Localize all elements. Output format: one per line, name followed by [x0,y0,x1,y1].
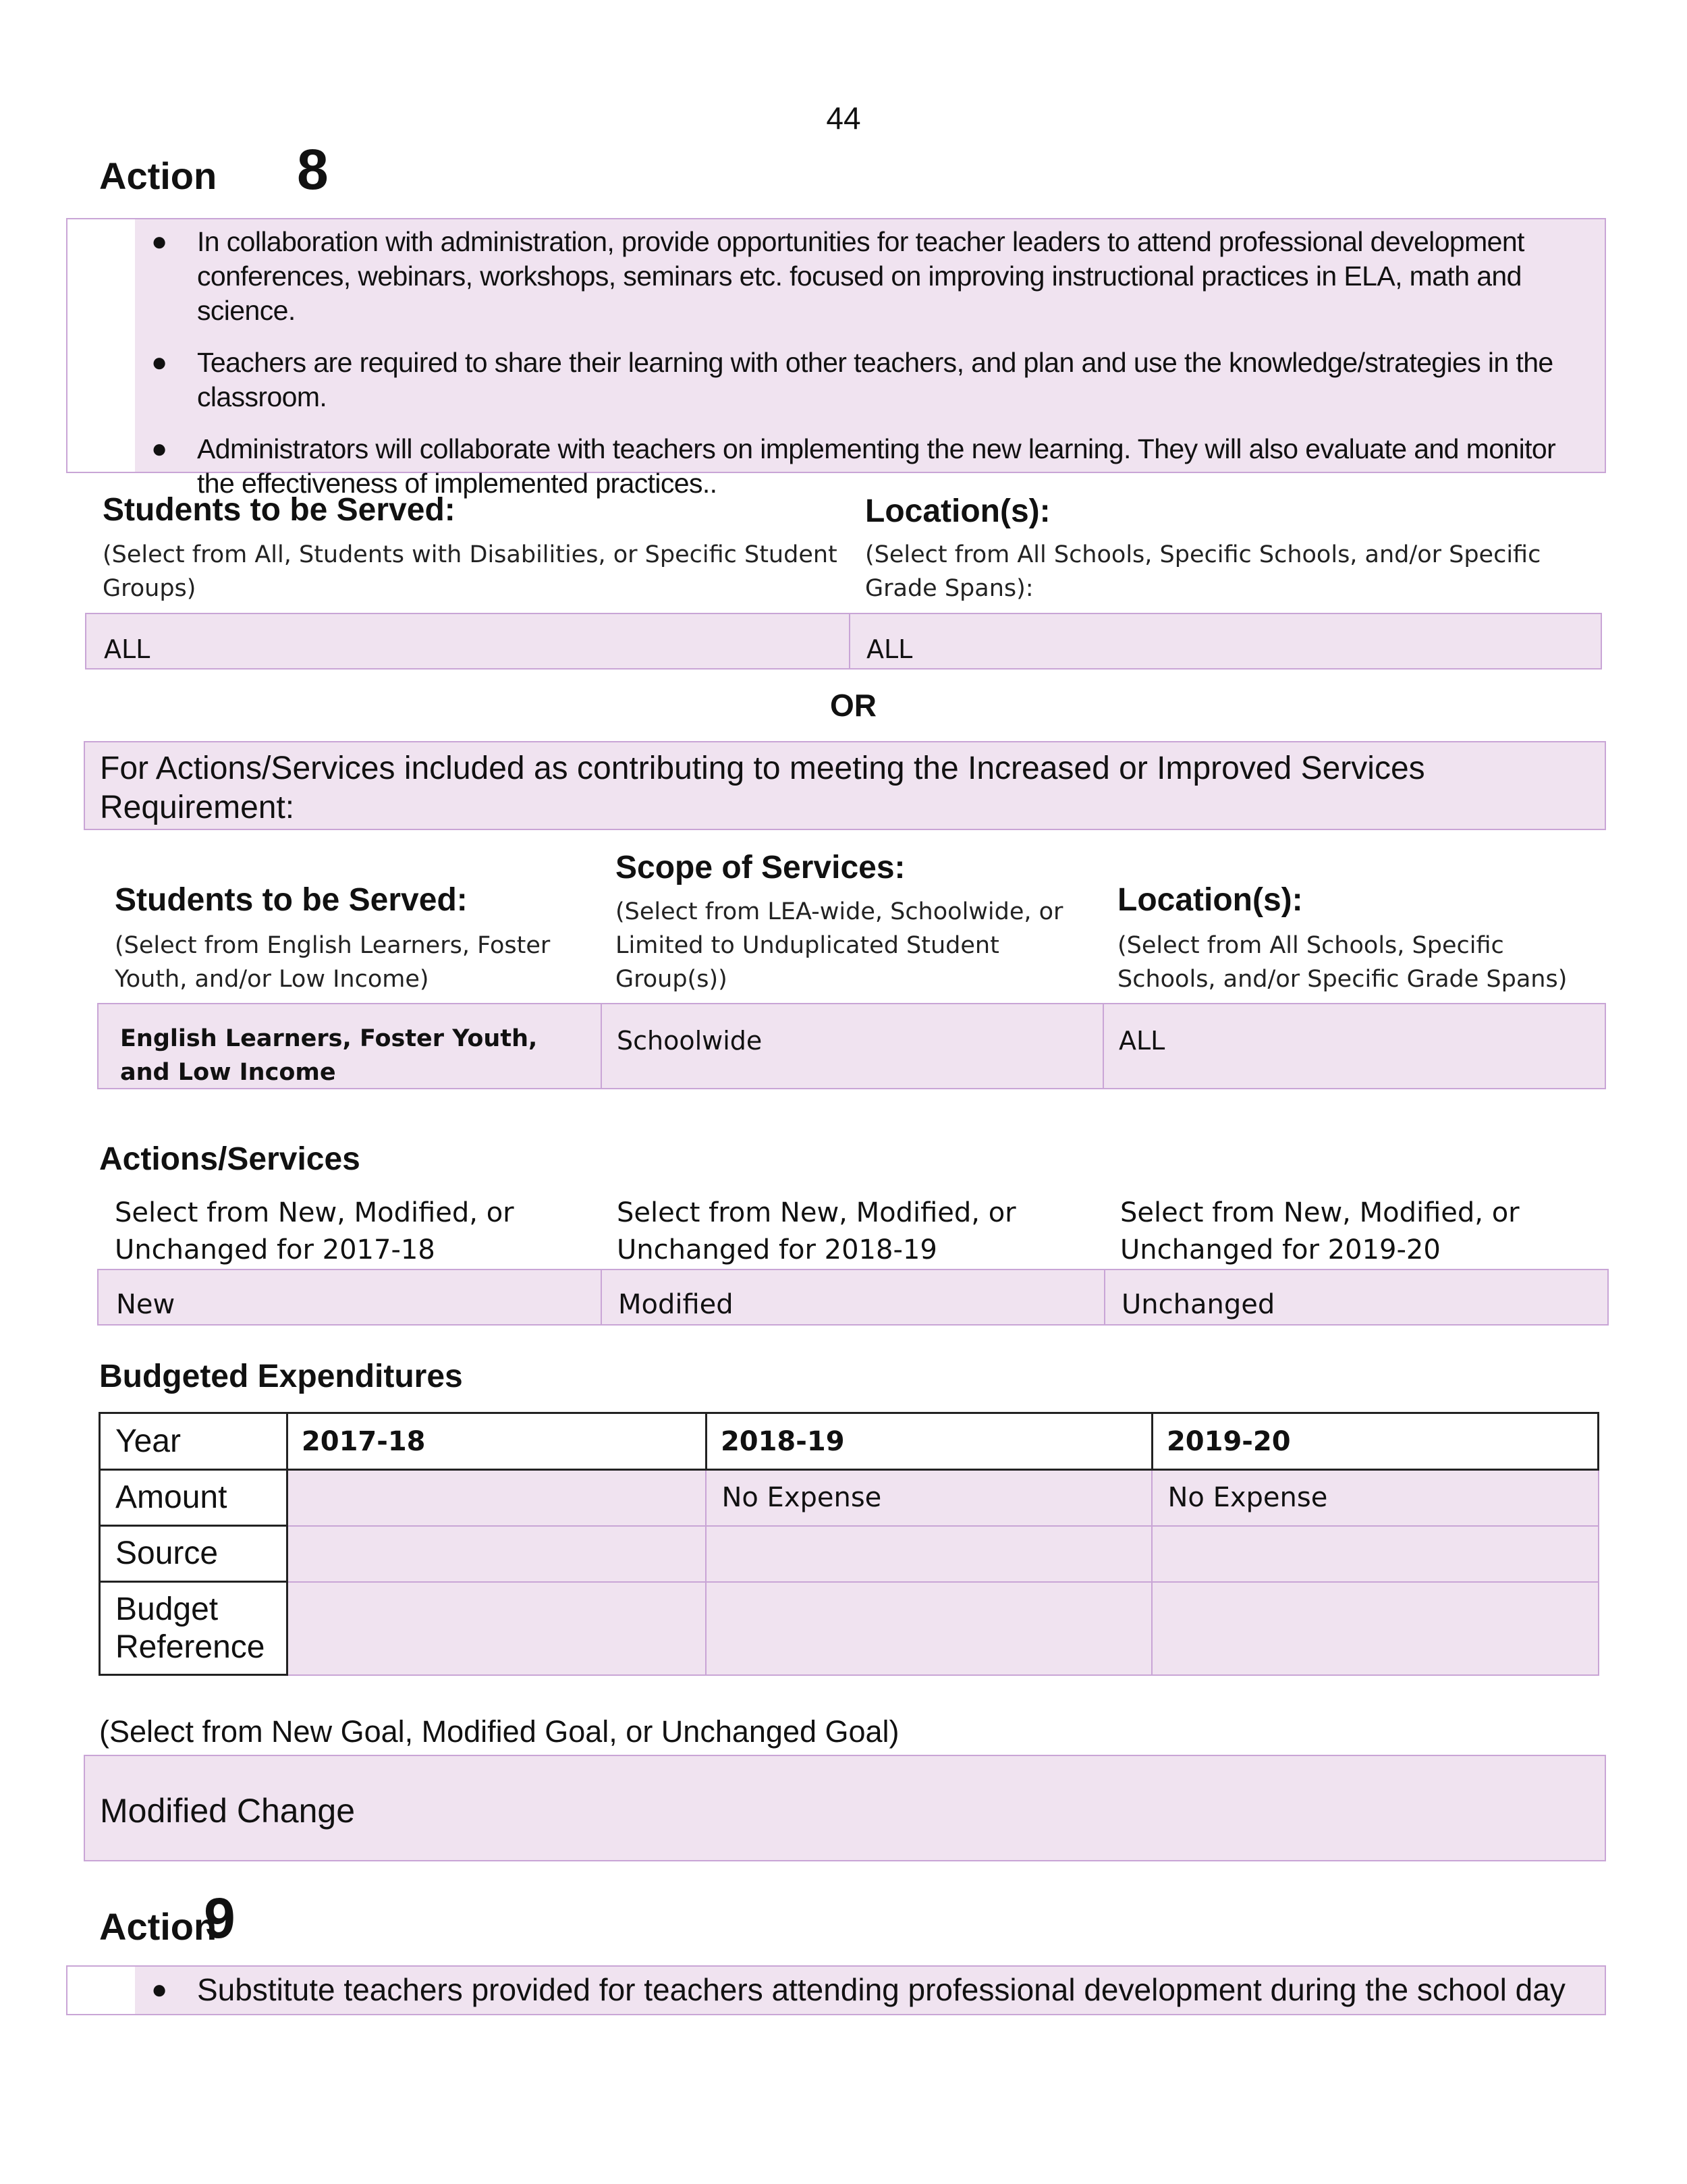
location-hint: (Select from All Schools, Specific Schools, and/or Specific Grade Spans): [865,541,1541,602]
increased-location-value: ALL [1119,1026,1165,1056]
action-8-bullet-list [148,225,1584,518]
budget-reference-row [100,1582,1599,1675]
action-9-number: 9 [204,1886,236,1950]
amount-2018[interactable]: No Expense [706,1470,1152,1526]
actions-2017-value-cell[interactable] [97,1269,602,1326]
or-separator: OR [830,688,877,723]
unduplicated-students-heading: Students to be Served: [115,882,468,918]
actions-2019-value: Unchanged [1122,1289,1275,1320]
action-8-number: 8 [297,138,329,201]
budget-source-row [100,1526,1599,1582]
increased-services-text: For Actions/Services included as contributing to meeting the Increased or Improved Services Requirement: [100,750,1425,825]
bullet-dot-icon: ● [151,227,167,256]
year-label: Year [100,1413,287,1470]
scope-value-cell[interactable] [601,1003,1104,1089]
reference-2017[interactable] [287,1582,706,1675]
scope-hint: (Select from LEA-wide, Schoolwide, or Limited to Unduplicated Student Group(s)) [615,898,1063,993]
bullet-dot-icon: ● [151,348,167,377]
bullet-dot-icon: ● [151,1975,168,2004]
action-9-description-box [66,1965,1606,2015]
increased-services-banner [84,741,1606,830]
action-9-bullet-list [148,1971,1584,2026]
amount-2019[interactable]: No Expense [1152,1470,1598,1526]
location-heading: Location(s): [865,493,1051,529]
amount-label: Amount [100,1470,287,1526]
action-8-bullet-2: ● Teachers are required to share their learning with other teachers, and plan and use the knowledge/strategies in the classroom. [151,347,1553,412]
action-9-bullet-1: ● Substitute teachers provided for teachers attending professional development during the school day [151,1972,1566,2007]
budget-amount-row [100,1470,1599,1526]
action-8-description-box [66,218,1606,499]
goal-value-cell[interactable] [84,1755,1606,1861]
actions-2018-value: Modified [618,1289,734,1320]
goal-hint: (Select from New Goal, Modified Goal, or Unchanged Goal) [99,1714,900,1749]
students-served-value: ALL [104,634,150,664]
actions-2019-value-cell[interactable] [1104,1269,1609,1326]
source-2019[interactable] [1152,1526,1598,1582]
scope-value: Schoolwide [617,1026,763,1056]
students-served-hint: (Select from All, Students with Disabilities, or Specific Student Groups) [103,541,837,602]
budget-reference-label: Budget Reference [100,1582,287,1675]
action-8-bullet-1: ● In collaboration with administration, provide opportunities for teacher leaders to attend professional development conferences, webinars, workshops, seminars etc. focused on improving instructional practices in ELA, math and science. [151,226,1524,326]
source-label: Source [100,1526,287,1582]
amount-2017[interactable] [287,1470,706,1526]
increased-location-hint: (Select from All Schools, Specific Schools, and/or Specific Grade Spans) [1117,932,1568,993]
unduplicated-students-value-cell[interactable] [97,1003,602,1089]
location-value-cell[interactable] [849,613,1602,670]
actions-col2-hint: Select from New, Modified, or Unchanged for 2018-19 [617,1197,1016,1265]
increased-location-value-cell[interactable] [1103,1003,1606,1089]
actions-col1-hint: Select from New, Modified, or Unchanged for 2017-18 [115,1197,514,1265]
actions-2018-value-cell[interactable] [601,1269,1105,1326]
budget-table [99,1412,1599,1676]
actions-services-heading: Actions/Services [99,1141,360,1177]
year-2019: 2019-20 [1152,1413,1598,1470]
location-value: ALL [866,634,913,664]
year-2017: 2017-18 [287,1413,706,1470]
budget-heading: Budgeted Expenditures [99,1359,463,1394]
action-8-bullet-3: ● Administrators will collaborate with teachers on implementing the new learning. They will also evaluate and monitor the effectiveness of implemented practices.. [151,433,1556,499]
budget-year-row [100,1413,1599,1470]
action-9-label: Action [99,1905,217,1948]
reference-2018[interactable] [706,1582,1152,1675]
increased-location-heading: Location(s): [1117,882,1303,918]
unduplicated-students-hint: (Select from English Learners, Foster Youth, and/or Low Income) [115,932,551,993]
scope-heading: Scope of Services: [615,850,906,885]
goal-value: Modified Change [100,1792,356,1830]
source-2017[interactable] [287,1526,706,1582]
year-2018: 2018-19 [706,1413,1152,1470]
unduplicated-students-value: English Learners, Foster Youth, and Low Income [120,1025,538,1086]
page-number: 44 [826,101,861,136]
students-served-value-cell[interactable] [85,613,850,670]
reference-2019[interactable] [1152,1582,1598,1675]
students-served-heading: Students to be Served: [103,492,455,528]
actions-col3-hint: Select from New, Modified, or Unchanged for 2019-20 [1120,1197,1520,1265]
actions-2017-value: New [116,1289,175,1320]
action-8-label: Action [99,155,217,197]
source-2018[interactable] [706,1526,1152,1582]
bullet-dot-icon: ● [151,434,167,464]
